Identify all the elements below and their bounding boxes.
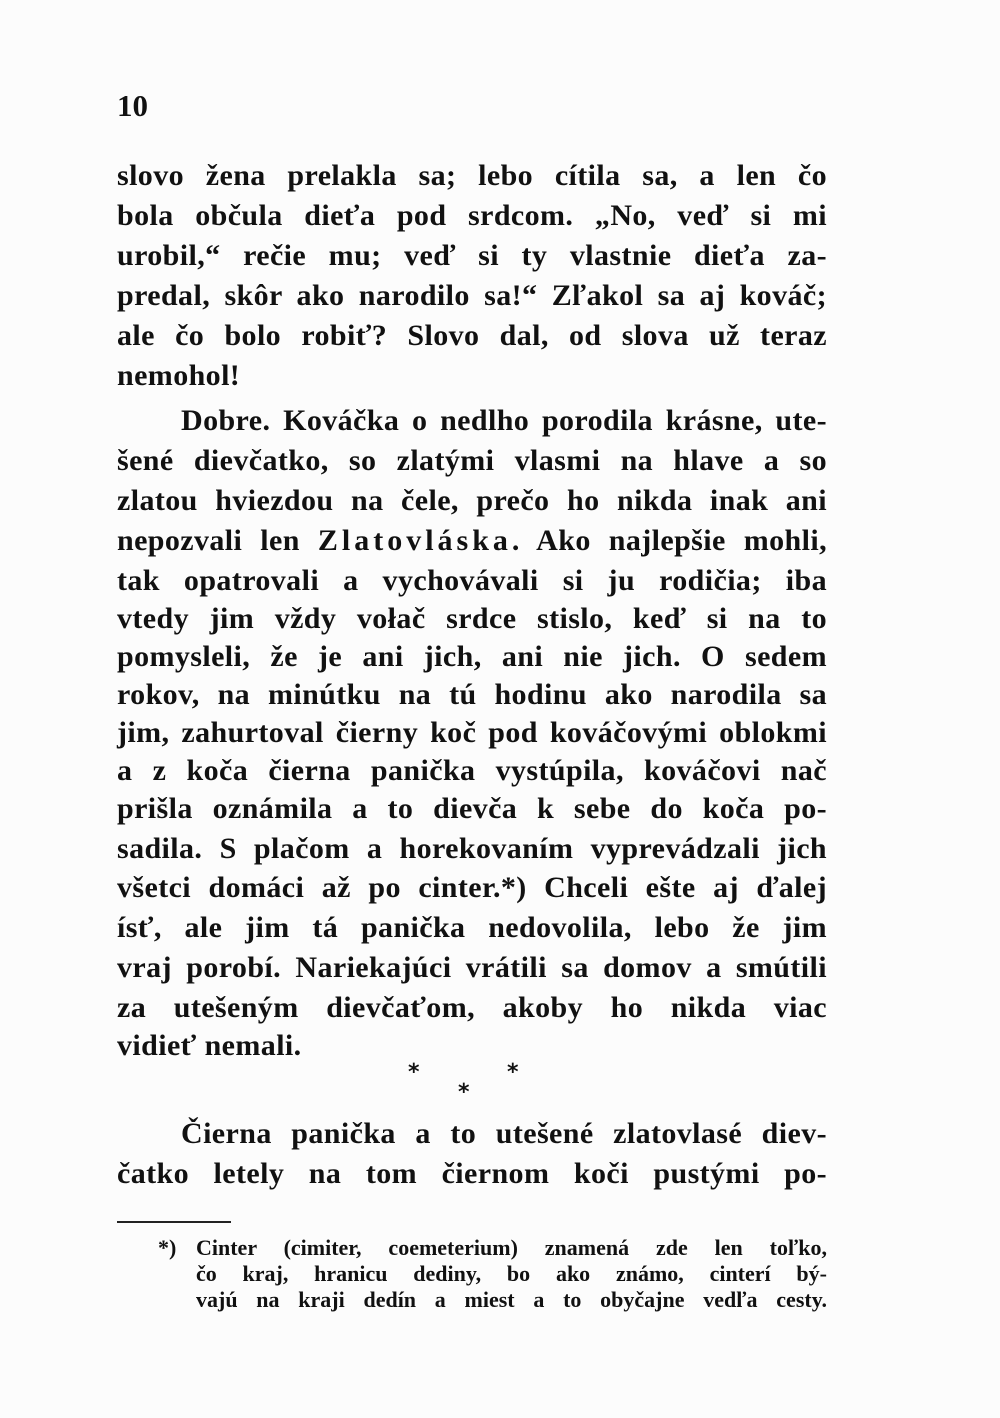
text-line: šené dievčatko, so zlatými vlasmi na hlave a so (117, 444, 827, 477)
footnote-line: čo kraj, hranicu dediny, bo ako známo, cinterí bý- (196, 1261, 827, 1286)
footnote-marker: *) (158, 1235, 177, 1260)
text-line: všetci domáci až po cinter.*) Chceli ešte aj ďalej (117, 871, 827, 904)
asterisk: * (507, 1060, 519, 1085)
text-line: predal, skôr ako narodilo sa!“ Zľakol sa aj kováč; (117, 279, 827, 312)
text-line: tak opatrovali a vychovávali si ju rodičia; iba (117, 564, 827, 597)
footnote-rule (117, 1221, 231, 1223)
text-line: zlatou hviezdou na čele, prečo ho nikda inak ani (117, 484, 827, 517)
text-line: ale čo bolo robiť? Slovo dal, od slova už teraz (117, 319, 827, 352)
text-line: čatko letely na tom čiernom koči pustými po- (117, 1157, 827, 1190)
text-line: Čierna panička a to utešené zlatovlasé diev- (181, 1117, 827, 1150)
text-line: prišla oznámila a to dievča k sebe do koča po- (117, 792, 827, 825)
text-fragment: nepozvali len (117, 524, 318, 557)
text-line: pomysleli, že je ani jich, ani nie jich. O sedem (117, 640, 827, 673)
text-line: vraj porobí. Nariekajúci vrátili sa domov a smútili (117, 951, 827, 984)
text-line: bola občula dieťa pod srdcom. „No, veď si mi (117, 199, 827, 232)
text-line: nemohol! (117, 359, 241, 392)
text-line (117, 521, 827, 561)
text-line: Dobre. Kováčka o nedlho porodila krásne, ute- (181, 404, 827, 437)
asterisk: * (408, 1060, 420, 1085)
asterisk: * (458, 1080, 470, 1105)
emphasized-name: Zlatovláska (317, 524, 512, 557)
text-line: ísť, ale jim tá panička nedovolila, lebo že jim (117, 911, 827, 944)
text-line: sadila. S plačom a horekovaním vyprevádzali jich (117, 832, 827, 865)
footnote-line: vajú na kraji dedín a miest a to obyčajne vedľa cesty. (196, 1287, 827, 1312)
text-line: a z koča čierna panička vystúpila, kováčovi nač (117, 754, 827, 787)
text-line: za utešeným dievčaťom, akoby ho nikda viac (117, 991, 827, 1024)
text-line: jim, zahurtoval čierny koč pod kováčovými oblokmi (117, 716, 827, 749)
text-fragment: . Ako najlepšie mohli, (511, 524, 827, 557)
text-line: urobil,“ rečie mu; veď si ty vlastnie dieťa za- (117, 239, 827, 272)
footnote-line: Cinter (cimiter, coemeterium) znamená zde len toľko, (196, 1235, 827, 1260)
text-line: slovo žena prelakla sa; lebo cítila sa, a len čo (117, 159, 827, 192)
text-line: vidieť nemali. (117, 1029, 302, 1062)
page-number: 10 (117, 88, 148, 123)
text-line: rokov, na minútku na tú hodinu ako narodila sa (117, 678, 827, 711)
text-line: vtedy jim vždy vołač srdce stislo, keď si na to (117, 602, 827, 635)
